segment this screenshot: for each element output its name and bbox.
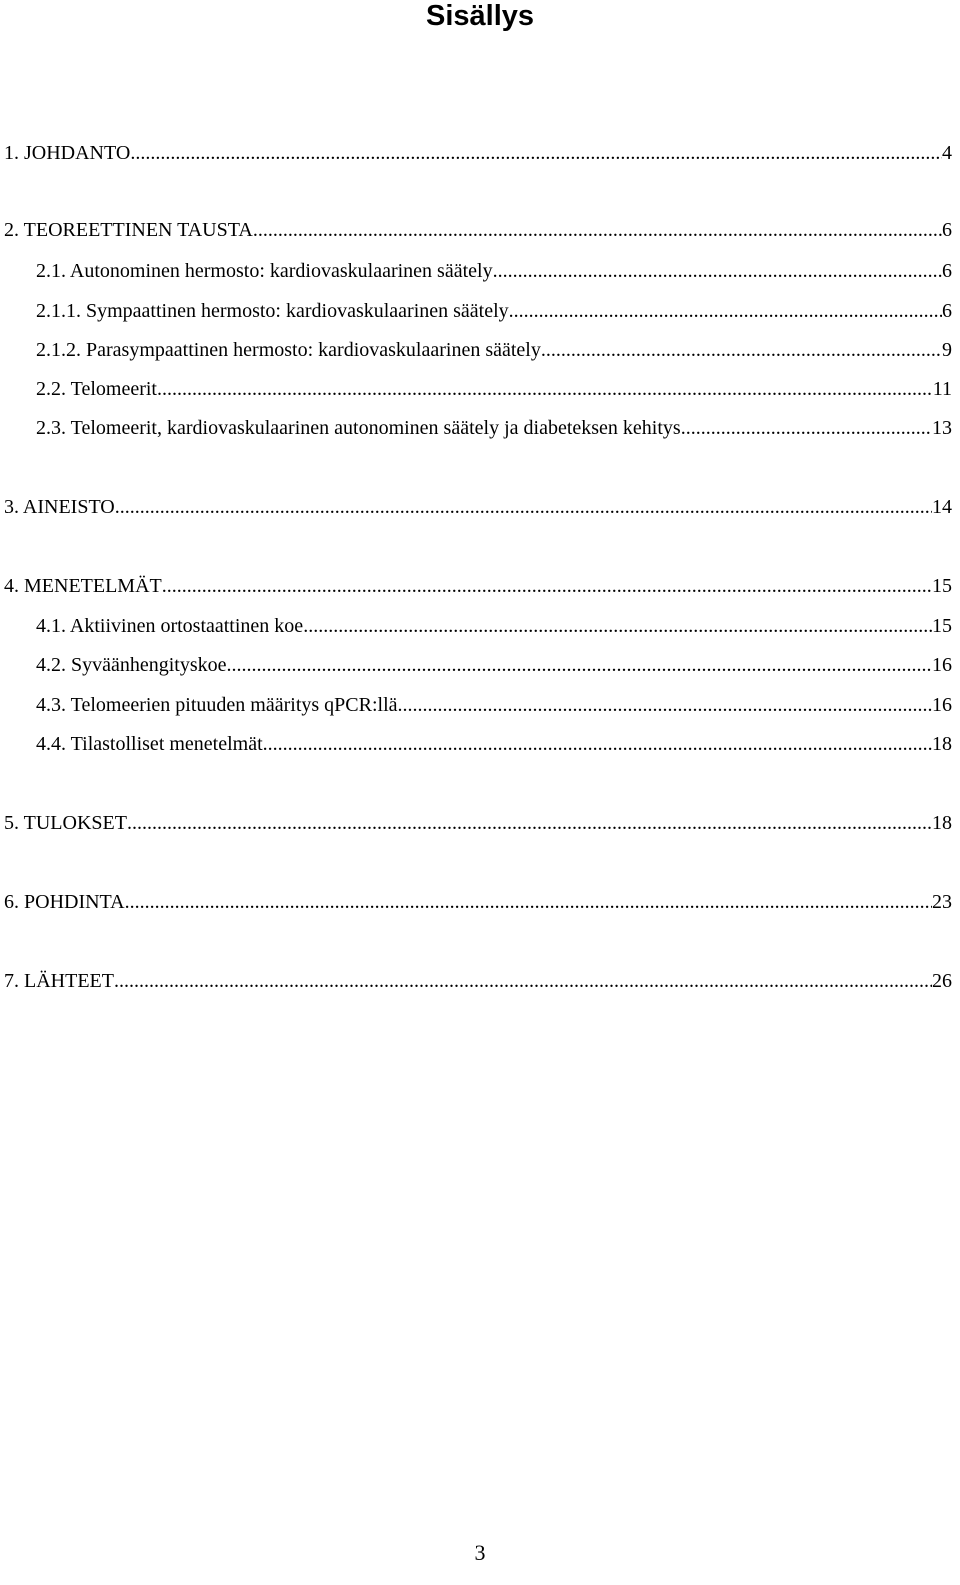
toc-entry[interactable] — [36, 337, 952, 363]
toc-entry[interactable] — [36, 415, 952, 441]
toc-entry[interactable] — [4, 494, 952, 520]
toc-entry-title: 2.1. Autonominen hermosto: kardiovaskulaarinen säätely — [36, 260, 493, 282]
toc-entry-page: 18 — [932, 812, 952, 834]
toc-entry-title: 4. MENETELMÄT — [4, 575, 162, 597]
toc-dot-leader — [253, 217, 942, 243]
toc-entry-page: 15 — [932, 575, 952, 597]
toc-entry-title: 4.1. Aktiivinen ortostaattinen koe — [36, 615, 304, 637]
toc-dot-leader — [162, 573, 932, 599]
toc-dot-leader — [227, 652, 932, 678]
toc-entry[interactable] — [4, 217, 952, 243]
toc-entry-page: 23 — [932, 891, 952, 913]
toc-dot-leader — [681, 415, 932, 441]
toc-dot-leader — [114, 968, 932, 994]
toc-entry[interactable] — [36, 652, 952, 678]
toc-dot-leader — [541, 337, 942, 363]
toc-entry[interactable] — [36, 613, 952, 639]
toc-dot-leader — [157, 376, 933, 402]
toc-dot-leader — [303, 613, 932, 639]
toc-entry-title: 6. POHDINTA — [4, 891, 125, 913]
document-title: Sisällys — [425, 0, 535, 32]
toc-entry-title: 2.1.1. Sympaattinen hermosto: kardiovaskulaarinen säätely — [36, 300, 509, 322]
toc-dot-leader — [398, 692, 932, 718]
toc-entry-title: 1. JOHDANTO — [4, 142, 131, 164]
toc-entry[interactable] — [4, 810, 952, 836]
toc-entry-title: 2. TEOREETTINEN TAUSTA — [4, 219, 253, 241]
page-number: 3 — [474, 1540, 486, 1565]
toc-entry-title: 4.2. Syväänhengityskoe — [36, 654, 227, 676]
toc-dot-leader — [125, 889, 932, 915]
toc-entry-title: 4.4. Tilastolliset menetelmät — [36, 733, 263, 755]
toc-entry-page: 15 — [932, 615, 952, 637]
toc-dot-leader — [263, 731, 932, 757]
toc-entry[interactable] — [36, 692, 952, 718]
toc-dot-leader — [130, 140, 942, 166]
toc-entry[interactable] — [36, 298, 952, 324]
toc-entry-page: 6 — [942, 260, 952, 282]
toc-entry-page: 16 — [932, 694, 952, 716]
toc-dot-leader — [493, 258, 942, 284]
toc-entry-title: 2.3. Telomeerit, kardiovaskulaarinen autonominen säätely ja diabeteksen kehitys — [36, 417, 681, 439]
toc-dot-leader — [115, 494, 932, 520]
toc-entry-page: 14 — [932, 496, 952, 518]
toc-entry[interactable] — [4, 573, 952, 599]
toc-entry-page: 4 — [942, 142, 952, 164]
toc-entry[interactable] — [4, 140, 952, 166]
toc-entry[interactable] — [36, 731, 952, 757]
toc-entry-page: 6 — [942, 300, 952, 322]
toc-entry-title: 3. AINEISTO — [4, 496, 115, 518]
toc-entry-page: 16 — [932, 654, 952, 676]
toc-entry-title: 2.1.2. Parasympaattinen hermosto: kardiovaskulaarinen säätely — [36, 339, 541, 361]
toc-entry-page: 9 — [942, 339, 952, 361]
toc-entry[interactable] — [4, 968, 952, 994]
toc-entry-page: 11 — [932, 378, 952, 400]
toc-entry[interactable] — [4, 889, 952, 915]
toc-entry-page: 6 — [942, 219, 952, 241]
toc-entry-page: 26 — [932, 970, 952, 992]
toc-entry-page: 18 — [932, 733, 952, 755]
toc-entry[interactable] — [36, 258, 952, 284]
toc-dot-leader — [127, 810, 932, 836]
toc-entry-title: 2.2. Telomeerit — [36, 378, 157, 400]
toc-entry-title: 5. TULOKSET — [4, 812, 127, 834]
toc-dot-leader — [509, 298, 942, 324]
toc-entry-page: 13 — [932, 417, 952, 439]
toc-entry-title: 7. LÄHTEET — [4, 970, 114, 992]
toc-entry-title: 4.3. Telomeerien pituuden määritys qPCR:llä — [36, 694, 398, 716]
toc-entry[interactable] — [36, 376, 952, 402]
